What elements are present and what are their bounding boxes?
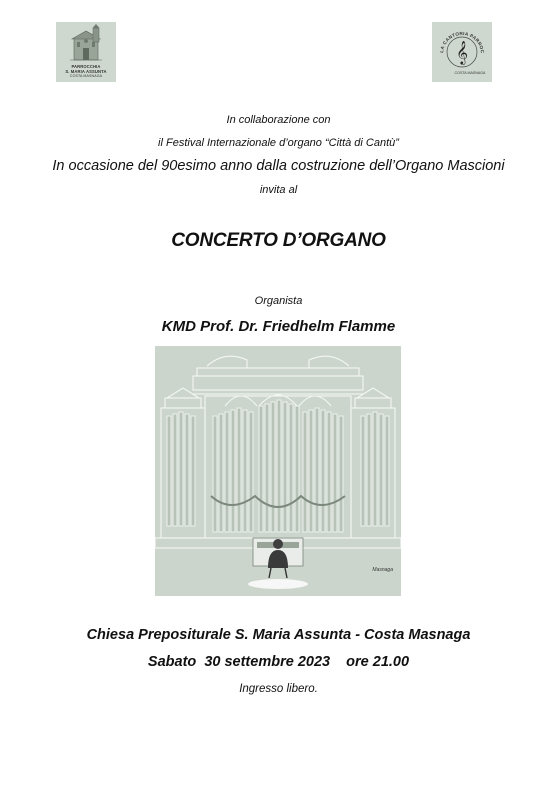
- venue: Chiesa Prepositurale S. Maria Assunta - Costa Masnaga: [86, 627, 471, 643]
- parish-logo-line1: PARROCCHIA: [71, 64, 101, 69]
- invite-line: invita al: [259, 184, 298, 196]
- parish-logo-line3: COSTA MASNAGA: [69, 74, 103, 78]
- admission: Ingresso libero.: [239, 683, 318, 695]
- parish-logo: [56, 22, 116, 82]
- event-datetime: Sabato 30 settembre 2023 ore 21.00: [147, 654, 410, 670]
- parish-logo-line2: S. MARIA ASSUNTA: [65, 69, 107, 74]
- page-title: CONCERTO D’ORGANO: [171, 230, 386, 251]
- festival-line: il Festival Internazionale d’organo “Città di Cantù”: [158, 137, 399, 149]
- organ-illustration: [155, 346, 401, 596]
- choir-logo-bottom-text: COSTA MASNAGA: [454, 71, 486, 75]
- performer-name: KMD Prof. Dr. Friedhelm Flamme: [161, 318, 396, 335]
- collaboration-line: In collaborazione con: [226, 114, 331, 126]
- organ-icon: [155, 346, 401, 596]
- choir-logo-ring-text: LA CANTORIA PARROC: [439, 30, 486, 54]
- illustration-signature: Masnaga: [372, 567, 393, 573]
- church-icon: [56, 22, 116, 64]
- occasion-line: In occasione del 90esimo anno dalla costruzione dell’Organo Mascioni: [52, 158, 505, 174]
- performer-role: Organista: [254, 295, 303, 307]
- treble-clef-icon: 𝄞: [456, 40, 468, 64]
- choir-logo: [432, 22, 492, 82]
